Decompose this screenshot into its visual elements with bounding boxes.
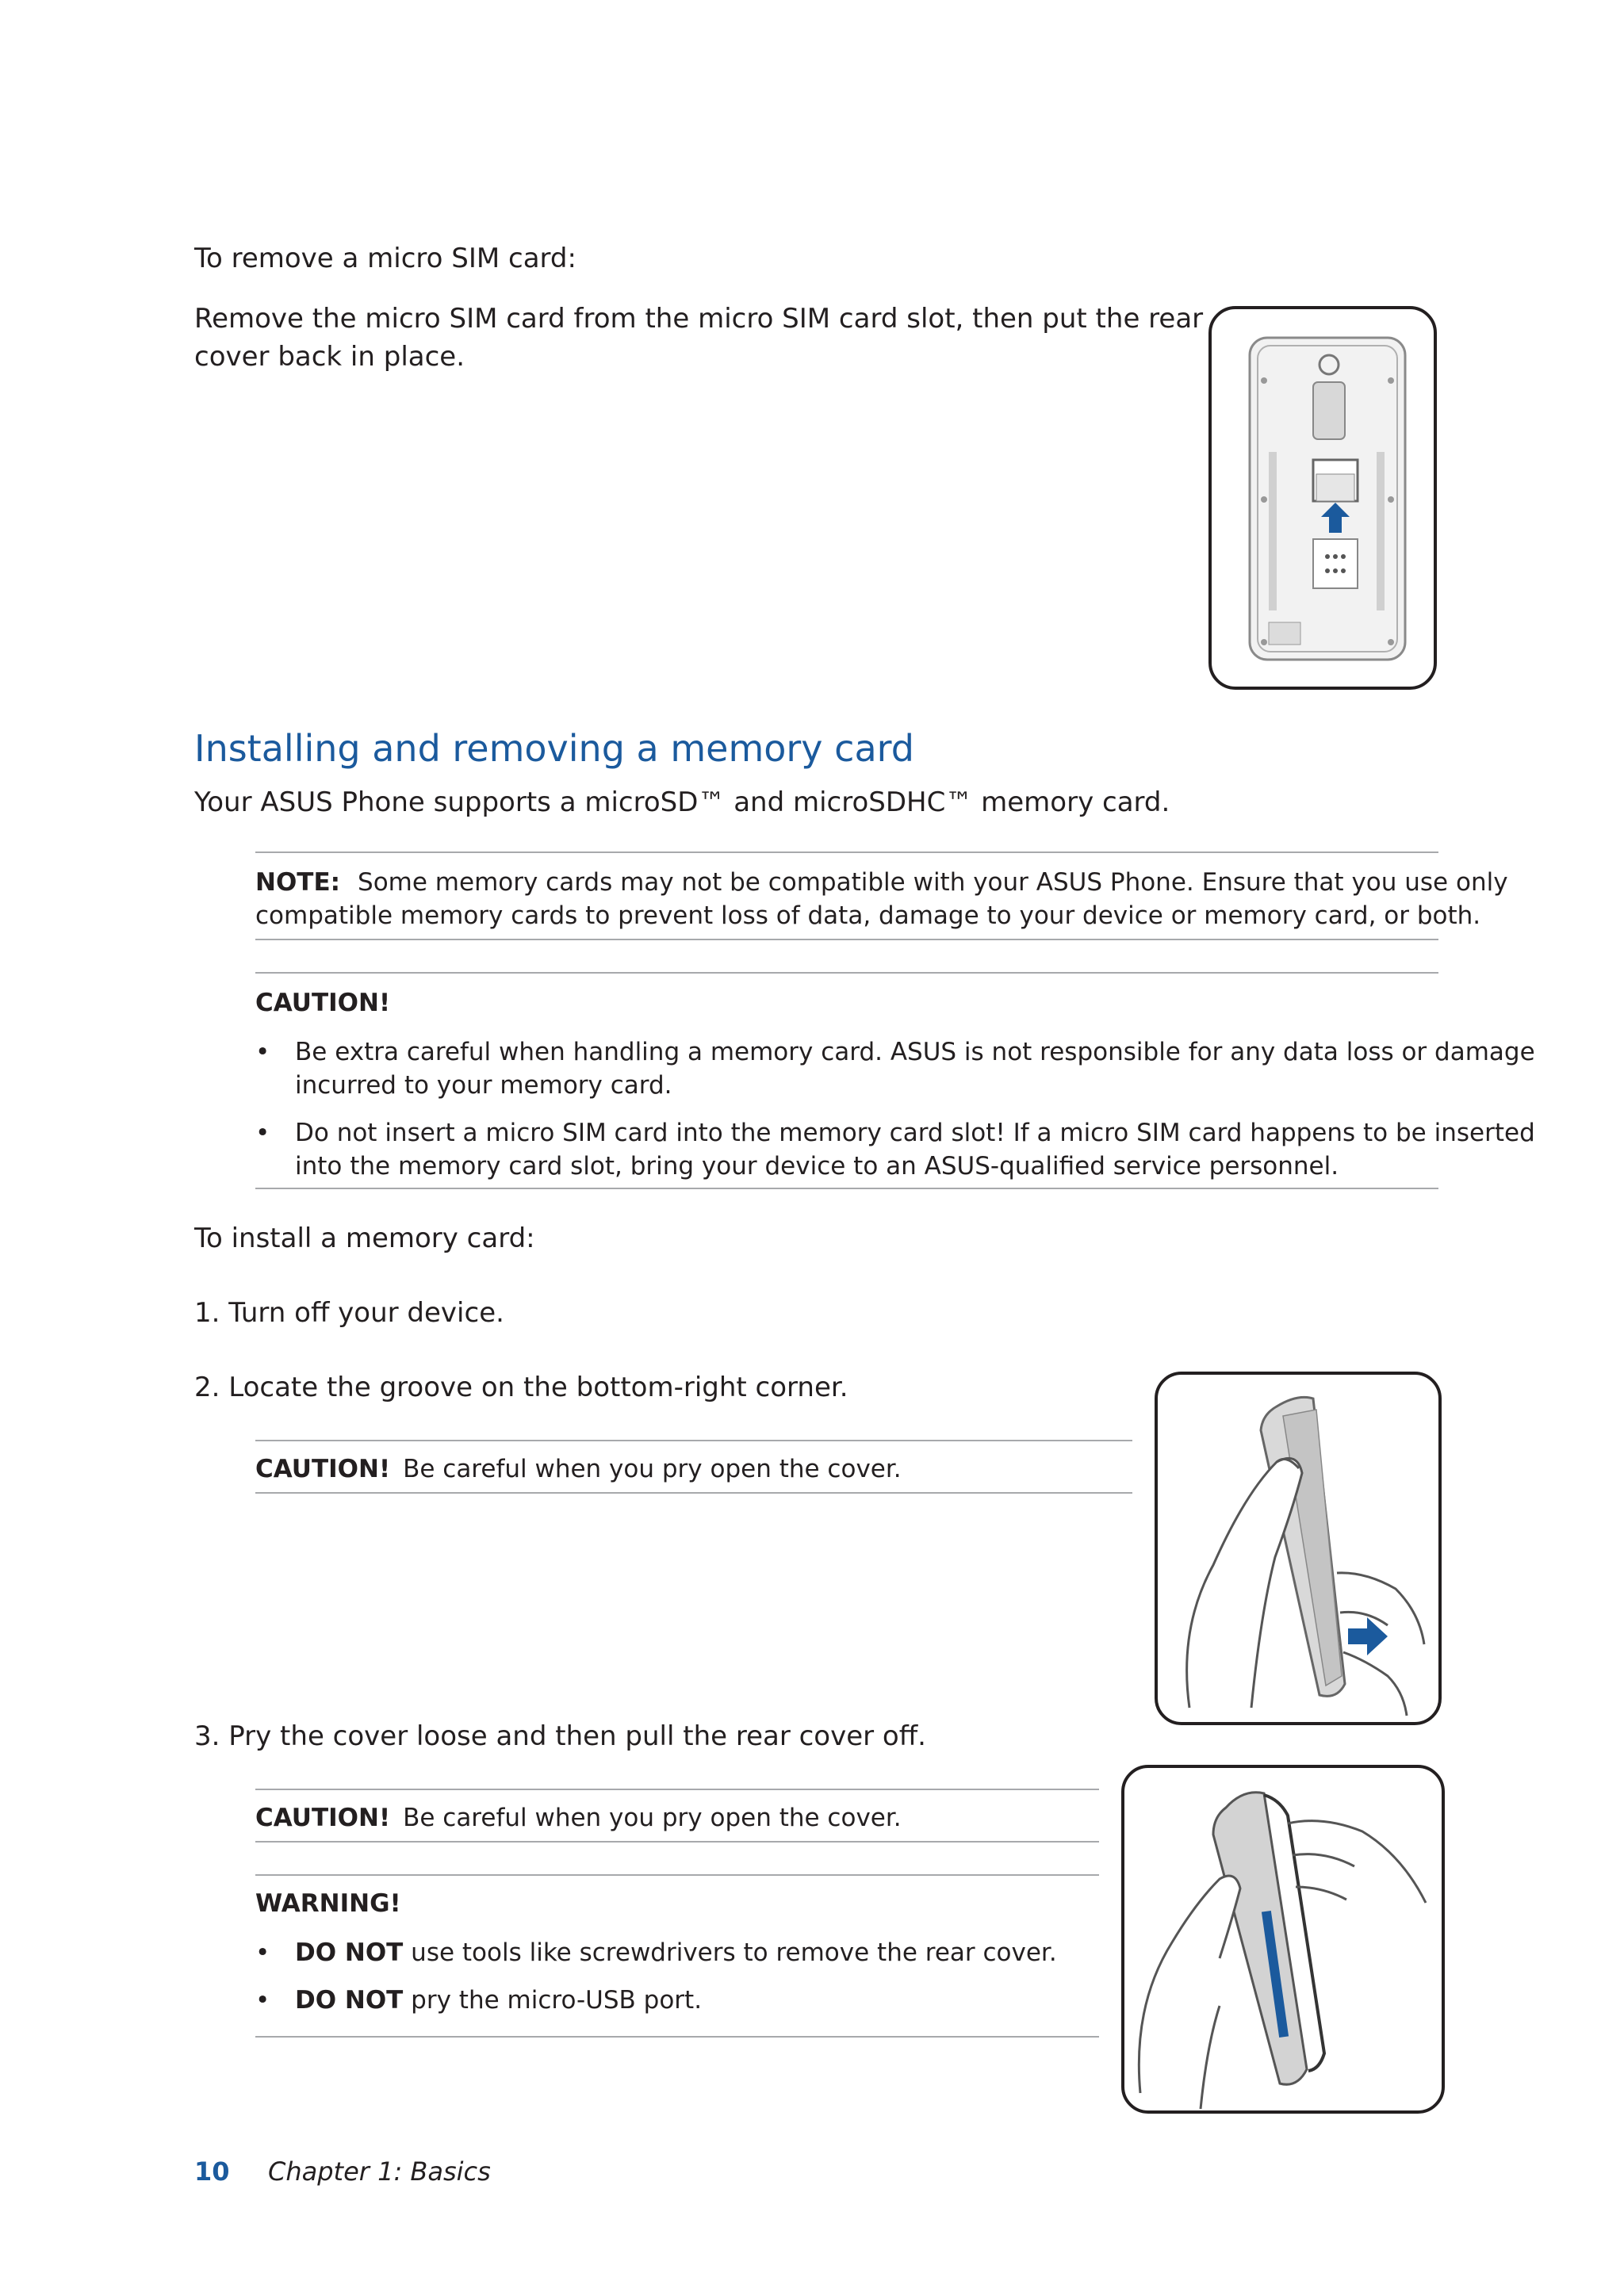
note-label: NOTE: [255,868,341,897]
bullet-icon: • [255,1038,270,1066]
caution-bottom-rule [255,1188,1438,1189]
caution3-text: Be careful when you pry open the cover. [403,1804,902,1832]
hands-removing-cover-illustration-icon [1124,1768,1442,2110]
caution3-line [255,1801,902,1835]
warning-item-2-text: pry the micro-USB port. [403,1986,703,2015]
caution3-label: CAUTION! [255,1804,391,1832]
caution-item-2-line2: into the memory card slot, bring your device to an ASUS-qualified service personnel. [295,1152,1339,1181]
note-line2: compatible memory cards to prevent loss of data, damage to your device or memory card, or both. [255,901,1481,930]
warning-bottom-rule [255,2036,1099,2038]
note-top-rule [255,851,1438,853]
caution-item-1 [255,1035,1535,1102]
caution3-bottom-rule [255,1841,1099,1843]
warning-item-1-strong: DO NOT [295,1938,404,1967]
hand-finding-groove-illustration-icon [1158,1375,1438,1722]
figure-sim-slot [1208,306,1437,690]
warning-item-2 [255,1984,702,2017]
note-line1 [255,866,1508,899]
caution-item-2-line1: Do not insert a micro SIM card into the memory card slot! If a micro SIM card happens to be inserted [295,1119,1535,1147]
install-step-3: 3. Pry the cover loose and then pull the rear cover off. [194,1720,926,1752]
caution2-label: CAUTION! [255,1455,391,1483]
page-number: 10 [194,2156,230,2187]
caution-label: CAUTION! [255,989,391,1017]
warning-label: WARNING! [255,1889,401,1918]
caution3-top-rule [255,1789,1099,1790]
figure-remove-cover [1121,1765,1445,2114]
caution2-top-rule [255,1440,1132,1441]
bullet-icon: • [255,1938,270,1967]
caution2-bottom-rule [255,1492,1132,1494]
note-text-1: Some memory cards may not be compatible with your ASUS Phone. Ensure that you use only [358,868,1508,897]
warning-item-1-text: use tools like screwdrivers to remove the rear cover. [403,1938,1057,1967]
warning-item-2-strong: DO NOT [295,1986,404,2015]
bullet-icon: • [255,1119,270,1147]
caution2-line [255,1452,902,1486]
caution2-text: Be careful when you pry open the cover. [403,1455,902,1483]
bullet-icon: • [255,1986,270,2015]
section-title: Installing and removing a memory card [194,727,914,770]
warning-item-1 [255,1936,1057,1969]
caution-item-1-line2: incurred to your memory card. [295,1071,672,1100]
install-step-1: 1. Turn off your device. [194,1297,504,1329]
install-heading: To install a memory card: [194,1223,535,1254]
remove-sim-heading: To remove a micro SIM card: [194,243,576,274]
note-bottom-rule [255,939,1438,940]
figure-groove [1155,1372,1442,1725]
caution-item-2 [255,1116,1535,1183]
chapter-label: Chapter 1: Basics [268,2156,491,2187]
caution-item-1-line1: Be extra careful when handling a memory card. ASUS is not responsible for any data loss or damage [295,1038,1535,1066]
remove-sim-instruction-line1: Remove the micro SIM card from the micro SIM card slot, then put the rear [194,303,1204,335]
remove-sim-instruction-line2: cover back in place. [194,341,465,373]
section-intro: Your ASUS Phone supports a microSD™ and microSDHC™ memory card. [194,786,1170,818]
caution-top-rule [255,972,1438,974]
phone-back-sim-slot-illustration-icon [1212,309,1434,687]
warning-top-rule [255,1874,1099,1876]
install-step-2: 2. Locate the groove on the bottom-right corner. [194,1372,848,1403]
